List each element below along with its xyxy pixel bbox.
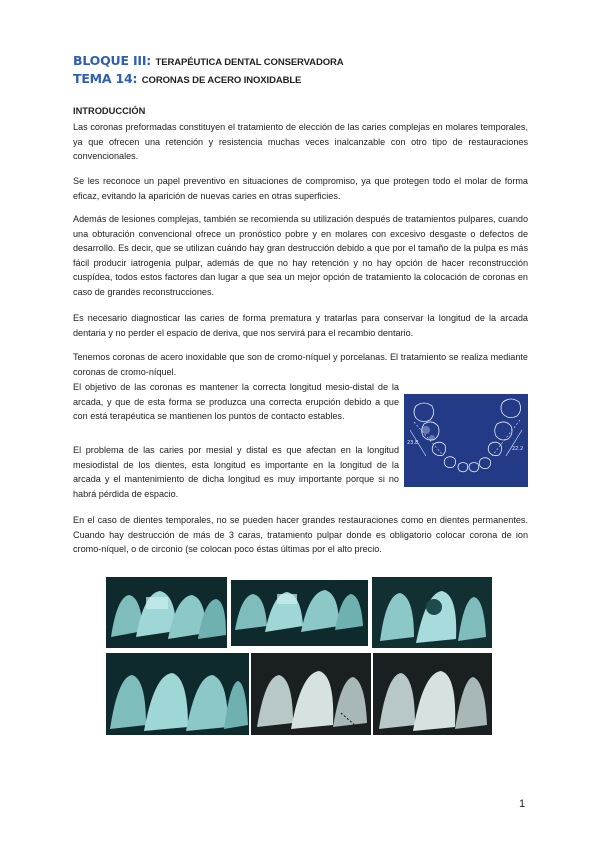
- bloque-title: TERAPÉUTICA DENTAL CONSERVADORA: [155, 57, 344, 68]
- paragraph-8: En el caso de dientes temporales, no se pueden hacer grandes restauraciones como en dientes permanentes. Cuando hay destrucción de más de 3 caras, tratamiento pulpar donde es obligatorio colocar corona de ion cromo-níquel, o de circonio (se colocan poco éstas últimas por el alto precio.: [73, 515, 528, 554]
- arch-measure-right: 22.2: [512, 446, 524, 452]
- bloque-heading: [73, 52, 344, 70]
- tema-label: TEMA 14:: [73, 71, 138, 86]
- xray-image-5: [251, 653, 371, 735]
- dental-arch-figure: [404, 394, 528, 487]
- tema-heading: [73, 70, 301, 88]
- paragraph-6: El objetivo de las coronas es mantener la correcta longitud mesio-distal de la arcada, y que de esta forma se produzca una correcta erupción debido a que con está terapéutica se mantienen los puntos de contacto estables.: [73, 382, 399, 421]
- paragraph-5: Tenemos coronas de acero inoxidable que son de cromo-níquel y porcelanas. El tratamiento se realiza mediante coronas de cromo-níquel.: [73, 352, 528, 377]
- xray-image-2: [231, 580, 368, 646]
- xray-image-1: [106, 577, 227, 648]
- section-title: INTRODUCCIÓN: [73, 106, 146, 116]
- paragraph-4: Es necesario diagnosticar las caries de forma prematura y tratarlas para conservar la longitud de la arcada dentaria y no perder el espacio de deriva, que nos servirá para el recambio dentario.: [73, 313, 528, 338]
- tema-title: CORONAS DE ACERO INOXIDABLE: [141, 75, 302, 86]
- xray-image-4: [106, 653, 249, 735]
- paragraph-3: Además de lesiones complejas, también se recomienda su utilización después de tratamientos pulpares, cuando una obturación convencional ofrece un pronóstico pobre y en molares con excesivo desgaste o defectos de desarrollo. Es decir, que se utilizan cuándo hay gran destrucción debido a que por el tamaño de la pulpa es más fácil producir iatrogenia pulpar, además de que no hay retención y no hay opción de hacer reconstrucción cuspídea, todos estos factores dan lugar a que sea un mejor opción de tratamiento la colocación de coronas en caso de grandes reconstrucciones.: [73, 214, 528, 297]
- arch-measure-left: 23.8: [407, 440, 419, 446]
- paragraph-7: El problema de las caries por mesial y distal es que afectan en la longitud mesiodistal de los dientes, esta longitud es importante en la longitud de la arcada y el mantenimiento de dicha longitud es muy importante porque si no habrá pérdida de espacio.: [73, 445, 399, 499]
- bloque-label: BLOQUE III:: [73, 53, 152, 68]
- xray-image-6: [373, 653, 492, 735]
- xray-image-3: [372, 577, 492, 648]
- page-number: 1: [519, 798, 526, 810]
- dental-arch-image: [404, 394, 528, 487]
- paragraph-2: Se les reconoce un papel preventivo en situaciones de compromiso, ya que protegen todo el molar de forma eficaz, evitando la aparición de nuevas caries en otras superficies.: [73, 176, 528, 201]
- paragraph-1: Las coronas preformadas constituyen el tratamiento de elección de las caries complejas en molares temporales, ya que ofrecen una retención y resistencia muchas veces inalcanzable con otro tipo de restauraciones convencionales.: [73, 122, 528, 161]
